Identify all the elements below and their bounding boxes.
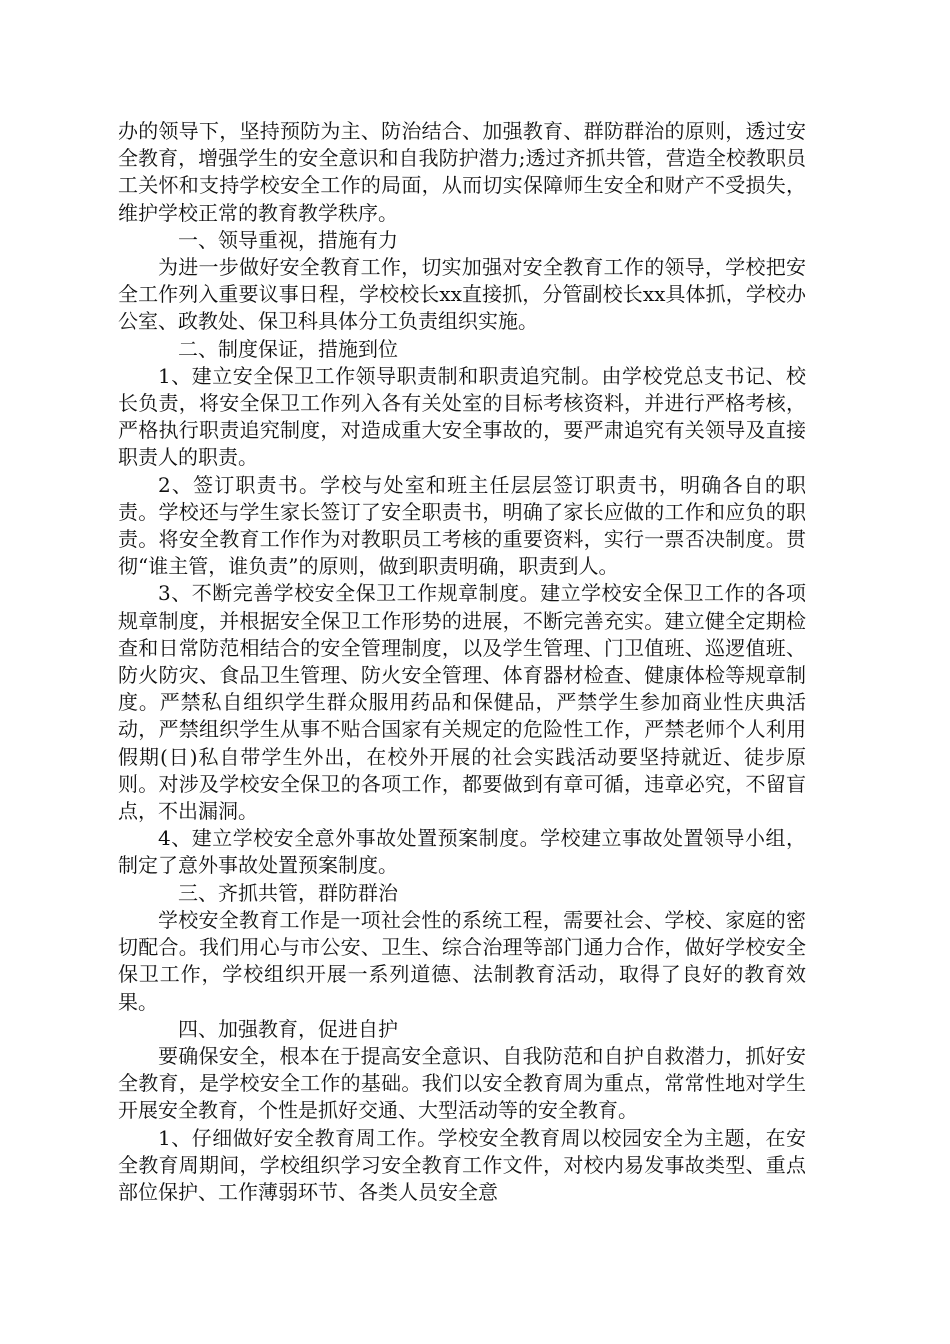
paragraph: 1、仔细做好安全教育周工作。学校安全教育周以校园安全为主题，在安全教育周期间，学校组织学习安全教育工作文件，对校内易发事故类型、重点部位保护、工作薄弱环节、各类人员安全意	[118, 1125, 806, 1204]
paragraph: 要确保安全，根本在于提高安全意识、自我防范和自护自救潜力，抓好安全教育，是学校安全工作的基础。我们以安全教育周为重点，常常性地对学生开展安全教育，个性是抓好交通、大型活动等的安全教育。	[118, 1043, 806, 1123]
section-heading-1: 一、领导重视，措施有力	[178, 227, 398, 252]
document-body	[118, 118, 806, 1206]
paragraph-continuation: 办的领导下，坚持预防为主、防治结合、加强教育、群防群治的原则，透过安全教育，增强学生的安全意识和自我防护潜力;透过齐抓共管，营造全校教职员工关怀和支持学校安全工作的局面，从而切实保障师生安全和财产不受损失，维护学校正常的教育教学秩序。	[118, 119, 806, 225]
section-heading-3: 三、齐抓共管，群防群治	[178, 880, 398, 905]
section-heading-4: 四、加强教育，促进自护	[178, 1016, 398, 1041]
paragraph: 学校安全教育工作是一项社会性的系统工程，需要社会、学校、家庭的密切配合。我们用心与市公安、卫生、综合治理等部门通力合作，做好学校安全保卫工作，学校组织开展一系列道德、法制教育活动，取得了良好的教育效果。	[118, 907, 806, 1014]
paragraph: 1、建立安全保卫工作领导职责制和职责追究制。由学校党总支书记、校长负责，将安全保卫工作列入各有关处室的目标考核资料，并进行严格考核，严格执行职责追究制度，对造成重大安全事故的，要严肃追究有关领导及直接职责人的职责。	[118, 363, 806, 470]
paragraph: 为进一步做好安全教育工作，切实加强对安全教育工作的领导，学校把安全工作列入重要议事日程，学校校长xx直接抓，分管副校长xx具体抓，学校办公室、政教处、保卫科具体分工负责组织实施。	[118, 255, 806, 334]
section-heading-2: 二、制度保证，措施到位	[178, 336, 398, 361]
paragraph: 2、签订职责书。学校与处室和班主任层层签订职责书，明确各自的职责。学校还与学生家长签订了安全职责书，明确了家长应做的工作和应负的职责。将安全教育工作作为对教职员工考核的重要资料，实行一票否决制度。贯彻“谁主管，谁负责”的原则，做到职责明确，职责到人。	[118, 472, 806, 579]
paragraph: 3、不断完善学校安全保卫工作规章制度。建立学校安全保卫工作的各项规章制度，并根据安全保卫工作形势的进展，不断完善充实。建立健全定期检查和日常防范相结合的安全管理制度，以及学生管理、门卫值班、巡逻值班、防火防灾、食品卫生管理、防火安全管理、体育器材检查、健康体检等规章制度。严禁私自组织学生群众服用药品和保健品，严禁学生参加商业性庆典活动，严禁组织学生从事不贴合国家有关规定的危险性工作，严禁老师个人利用假期(日)私自带学生外出，在校外开展的社会实践活动要坚持就近、徒步原则。对涉及学校安全保卫的各项工作，都要做到有章可循，违章必究，不留盲点，不出漏洞。	[118, 581, 806, 824]
paragraph: 4、建立学校安全意外事故处置预案制度。学校建立事故处置领导小组，制定了意外事故处置预案制度。	[118, 826, 806, 878]
